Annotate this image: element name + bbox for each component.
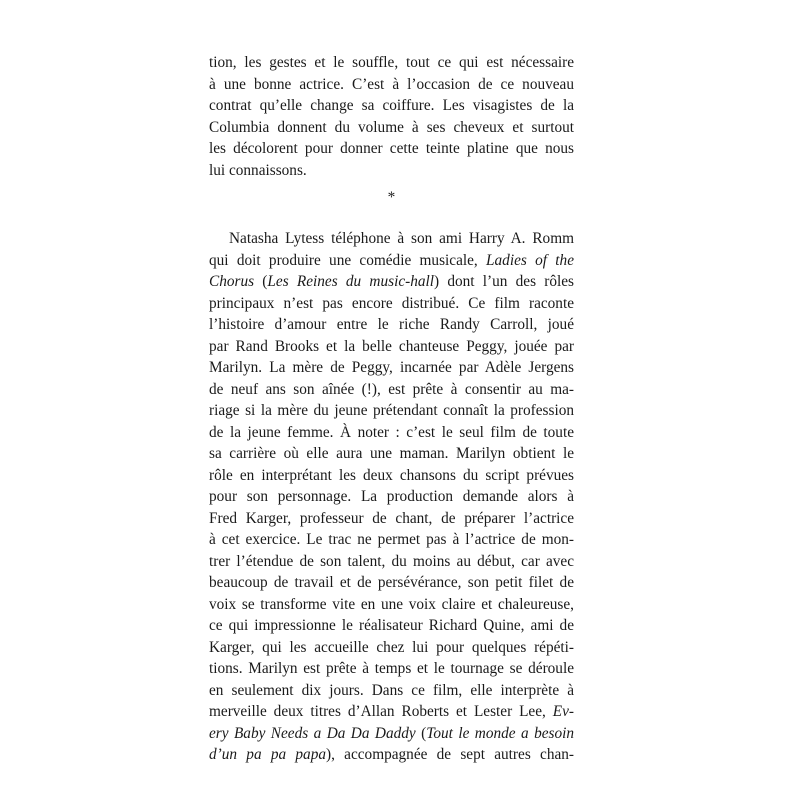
text-segment: tions. Marilyn est prête à temps et le tournage se déroule — [209, 660, 574, 677]
italic-title: Ladies of the — [486, 251, 574, 269]
text-segment: ce qui impressionne le réalisateur Richard Quine, ami de — [209, 617, 574, 634]
text-line — [209, 744, 574, 766]
text-line — [209, 422, 574, 444]
text-line — [209, 594, 574, 616]
text-line — [209, 551, 574, 573]
italic-title: Tout le monde a besoin — [426, 724, 575, 742]
text-segment: pour son personnage. La production demande alors à — [209, 488, 574, 505]
italic-title: ery Baby Needs a Da Da Daddy — [209, 724, 416, 742]
text-segment: tion, les gestes et le souffle, tout ce qui est nécessaire — [209, 54, 574, 71]
text-segment: voix se transforme vite en une voix claire et chaleureuse, — [209, 595, 574, 613]
text-line — [209, 701, 574, 723]
text-segment: Natasha Lytess téléphone à son ami Harry A. Romm — [229, 230, 574, 247]
text-line — [209, 95, 574, 117]
text-segment: qui doit produire une comédie musicale, — [209, 251, 487, 269]
text-line — [209, 615, 574, 637]
text-segment: rôle en interprétant les deux chansons du script prévues — [209, 466, 574, 484]
text-segment: ( — [254, 273, 268, 290]
text-segment: par Rand Brooks et la belle chanteuse Peggy, jouée par — [209, 337, 574, 355]
text-line — [209, 486, 574, 508]
text-segment: Fred Karger, professeur de chant, de préparer l’actrice — [209, 509, 574, 527]
text-line — [209, 138, 574, 160]
text-segment: les décolorent pour donner cette teinte platine que nous — [209, 140, 574, 157]
text-segment: à une bonne actrice. C’est à l’occasion de ce nouveau — [209, 75, 574, 93]
text-segment: merveille deux titres d’Allan Roberts et Lester Lee, — [209, 703, 553, 720]
text-segment: trer l’étendue de son talent, du moins au début, car avec — [209, 552, 574, 570]
paragraph-2 — [209, 228, 574, 766]
text-line — [209, 379, 574, 401]
text-line — [209, 160, 574, 182]
text-line — [209, 336, 574, 358]
text-line — [209, 52, 574, 74]
text-line — [209, 443, 574, 465]
text-segment: à cet exercice. Le trac ne permet pas à l’actrice de mon- — [209, 531, 574, 548]
text-line — [209, 228, 574, 250]
italic-title: d’un pa pa papa — [209, 746, 326, 763]
text-line — [209, 680, 574, 702]
italic-title: Ev- — [552, 703, 574, 720]
italic-title: Les Reines du music-hall — [267, 273, 435, 290]
text-line — [209, 637, 574, 659]
text-line — [209, 658, 574, 680]
text-line — [209, 271, 574, 293]
text-segment: riage si la mère du jeune prétendant connaît la profession — [209, 402, 574, 419]
text-line — [209, 572, 574, 594]
text-segment: principaux n’est pas encore distribué. Ce film raconte — [209, 294, 574, 312]
text-line — [209, 250, 574, 272]
text-line — [209, 74, 574, 96]
text-segment: l’histoire d’amour entre le riche Randy Carroll, joué — [209, 316, 574, 333]
paragraph-1 — [209, 52, 574, 181]
text-segment: Columbia donnent du volume à ses cheveux et surtout — [209, 118, 574, 136]
text-segment: ( — [415, 724, 427, 742]
text-segment: contrat qu’elle change sa coiffure. Les visagistes de la — [209, 97, 574, 114]
text-segment: lui connaissons. — [209, 161, 307, 179]
text-segment: Karger, qui les accueille chez lui pour quelques répéti- — [209, 638, 574, 656]
text-line — [209, 529, 574, 551]
text-segment: ) dont l’un des rôles — [434, 273, 575, 290]
text-segment: de neuf ans son aînée (!), est prête à consentir au ma- — [209, 380, 574, 398]
text-segment: en seulement dix jours. Dans ce film, elle interprète à — [209, 681, 574, 699]
text-line — [209, 400, 574, 422]
text-line — [209, 723, 574, 745]
text-segment: de la jeune femme. À noter : c’est le seul film de toute — [209, 423, 574, 441]
text-segment: Marilyn. La mère de Peggy, incarnée par Adèle Jergens — [209, 359, 574, 376]
text-line — [209, 293, 574, 315]
text-line — [209, 314, 574, 336]
text-segment: ), accompagnée de sept autres chan- — [326, 746, 574, 763]
text-line — [209, 117, 574, 139]
italic-title: Chorus — [209, 273, 255, 290]
text-line — [209, 465, 574, 487]
text-segment: beaucoup de travail et de persévérance, son petit filet de — [209, 574, 574, 591]
text-line — [209, 508, 574, 530]
text-line — [209, 357, 574, 379]
text-segment: sa carrière où elle aura une maman. Marilyn obtient le — [209, 445, 574, 462]
section-separator: * — [387, 189, 396, 206]
